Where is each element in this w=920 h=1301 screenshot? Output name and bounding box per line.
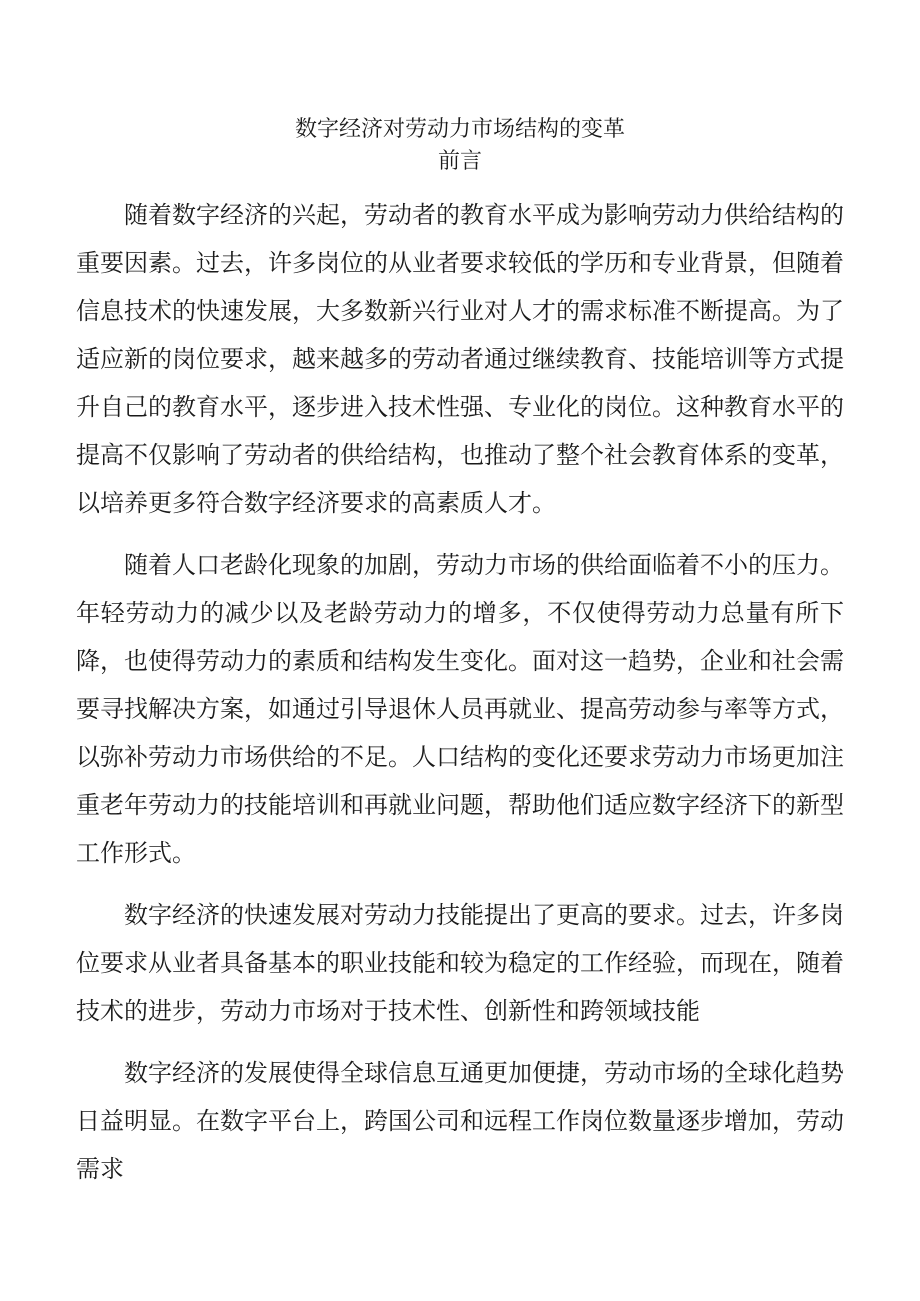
paragraph-globalization: 数字经济的发展使得全球信息互通更加便捷，劳动市场的全球化趋势日益明显。在数字平台上，跨国公司和远程工作岗位数量逐步增加，劳动需求 <box>76 1059 844 1183</box>
document-subtitle: 前言 <box>437 149 482 174</box>
paragraph-skills: 数字经济的快速发展对劳动力技能提出了更高的要求。过去，许多岗位要求从业者具备基本的职业技能和较为稳定的工作经验，而现在，随着技术的进步，劳动力市场对于技术性、创新性和跨领域技能 <box>76 901 844 1025</box>
document-body <box>76 191 844 1207</box>
paragraph-aging: 随着人口老龄化现象的加剧，劳动力市场的供给面临着不小的压力。年轻劳动力的减少以及老龄劳动力的增多，不仅使得劳动力总量有所下降，也使得劳动力的素质和结构发生变化。面对这一趋势，企业和社会需要寻找解决方案，如通过引导退休人员再就业、提高劳动参与率等方式，以弥补劳动力市场供给的不足。人口结构的变化还要求劳动力市场更加注重老年劳动力的技能培训和再就业问题，帮助他们适应数字经济下的新型工作形式。 <box>76 551 844 867</box>
paragraph-education: 随着数字经济的兴起，劳动者的教育水平成为影响劳动力供给结构的重要因素。过去，许多岗位的从业者要求较低的学历和专业背景，但随着信息技术的快速发展，大多数新兴行业对人才的需求标准不断提高。为了适应新的岗位要求，越来越多的劳动者通过继续教育、技能培训等方式提升自己的教育水平，逐步进入技术性强、专业化的岗位。这种教育水平的提高不仅影响了劳动者的供给结构，也推动了整个社会教育体系的变革，以培养更多符合数字经济要求的高素质人才。 <box>76 201 844 517</box>
document-title: 数字经济对劳动力市场结构的变革 <box>294 117 625 142</box>
